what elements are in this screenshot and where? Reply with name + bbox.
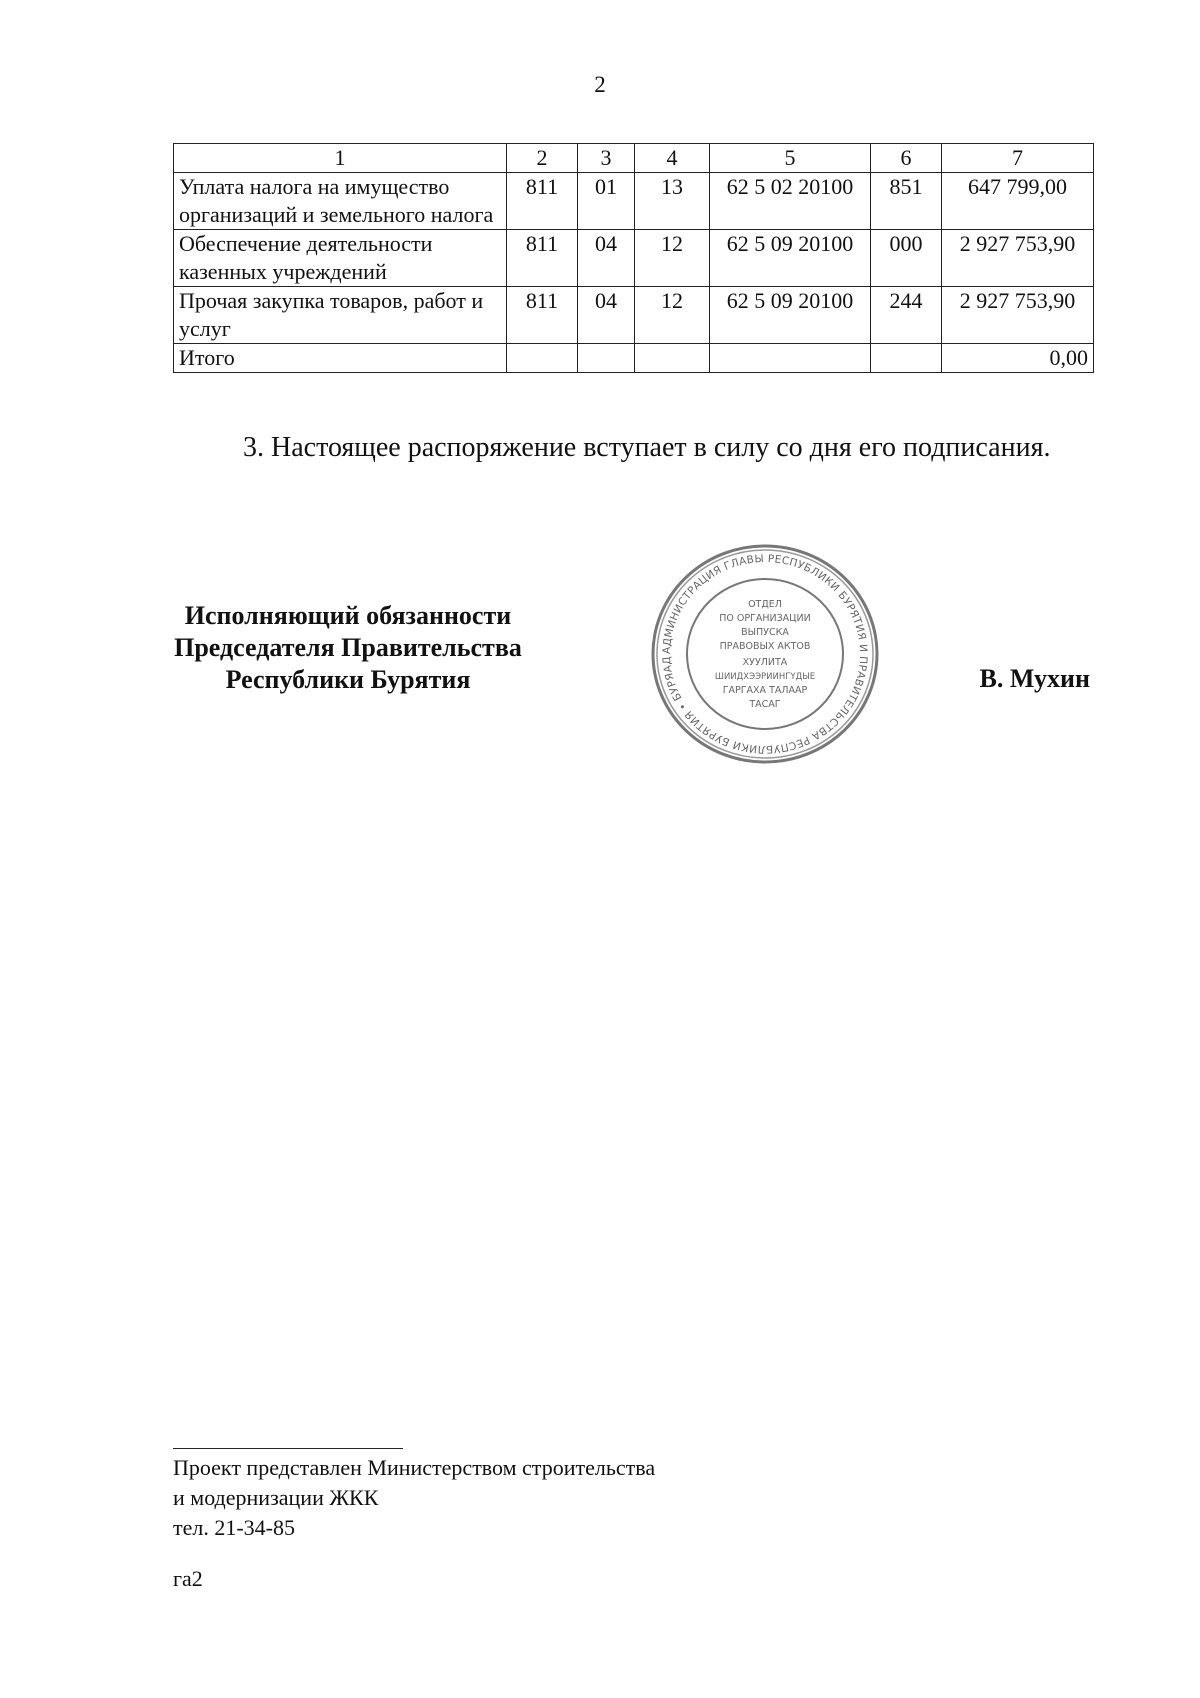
cell: 811	[507, 287, 578, 344]
seal-line: ГАРГАХА ТАЛААР	[722, 685, 808, 696]
row-name-cell: Прочая закупка товаров, работ и услуг	[174, 287, 507, 344]
seal-line: ШИИДХЭЭРИИНГҮДЫЕ	[714, 672, 816, 682]
signer-title-line: Председателя Правительства	[174, 633, 522, 662]
header-cell: 4	[635, 144, 710, 173]
header-cell: 1	[174, 144, 507, 173]
header-cell: 5	[710, 144, 871, 173]
footnote-divider	[173, 1448, 403, 1449]
seal-ring-text: АДМИНИСТРАЦИЯ ГЛАВЫ РЕСПУБЛИКИ БУРЯТИЯ И ПРАВИТЕЛЬСТВА РЕСПУБЛИКИ БУРЯТИЯ • БУРЯАД	[660, 552, 870, 756]
row-name-cell: Уплата налога на имущество организаций и земельного налога	[174, 173, 507, 230]
cell: 62 5 02 20100	[710, 173, 871, 230]
footnote-line: и модернизации ЖКК	[173, 1485, 379, 1510]
amount-cell: 2 927 753,90	[942, 230, 1094, 287]
total-value: 0,00	[942, 344, 1094, 373]
table-header-row	[174, 144, 1094, 173]
cell: 244	[871, 287, 942, 344]
footnote	[173, 1453, 873, 1543]
cell	[507, 344, 578, 373]
clause-effective-date: 3. Настоящее распоряжение вступает в силу со дня его подписания.	[243, 432, 1051, 463]
header-cell: 3	[578, 144, 635, 173]
footnote-line: Проект представлен Министерством строительства	[173, 1455, 656, 1480]
header-cell: 6	[871, 144, 942, 173]
seal-line: ПО ОРГАНИЗАЦИИ	[719, 613, 811, 624]
cell: 12	[635, 230, 710, 287]
document-code: га2	[173, 1566, 203, 1591]
footnote-line: тел. 21-34-85	[173, 1515, 296, 1540]
page-number: 2	[594, 72, 606, 97]
cell	[710, 344, 871, 373]
cell: 851	[871, 173, 942, 230]
seal-line: ВЫПУСКА	[741, 627, 789, 638]
cell: 62 5 09 20100	[710, 230, 871, 287]
cell: 62 5 09 20100	[710, 287, 871, 344]
cell: 811	[507, 230, 578, 287]
seal-line: ПРАВОВЫХ АКТОВ	[719, 641, 811, 652]
row-name-cell: Обеспечение деятельности казенных учреждений	[174, 230, 507, 287]
table-row	[174, 173, 1094, 230]
cell: 811	[507, 173, 578, 230]
cell: 13	[635, 173, 710, 230]
cell: 000	[871, 230, 942, 287]
cell	[635, 344, 710, 373]
amount-cell: 2 927 753,90	[942, 287, 1094, 344]
signer-name: В. Мухин	[979, 664, 1090, 693]
table-row	[174, 287, 1094, 344]
signer-title-line: Республики Бурятия	[225, 665, 471, 694]
amount-cell: 647 799,00	[942, 173, 1094, 230]
seal-line: ОТДЕЛ	[748, 599, 782, 610]
cell: 04	[578, 230, 635, 287]
official-seal	[648, 543, 882, 765]
total-label: Итого	[174, 344, 507, 373]
signer-title	[148, 600, 548, 696]
header-cell: 7	[942, 144, 1094, 173]
table-total-row	[174, 344, 1094, 373]
cell: 12	[635, 287, 710, 344]
cell	[578, 344, 635, 373]
cell	[871, 344, 942, 373]
table-row	[174, 230, 1094, 287]
signer-title-line: Исполняющий обязанности	[184, 601, 512, 630]
header-cell: 2	[507, 144, 578, 173]
seal-line: ХУУЛИТА	[742, 657, 788, 668]
seal-line: ТАСАГ	[749, 699, 781, 710]
cell: 01	[578, 173, 635, 230]
budget-table	[173, 143, 1094, 373]
cell: 04	[578, 287, 635, 344]
seal-graphic	[648, 543, 882, 765]
